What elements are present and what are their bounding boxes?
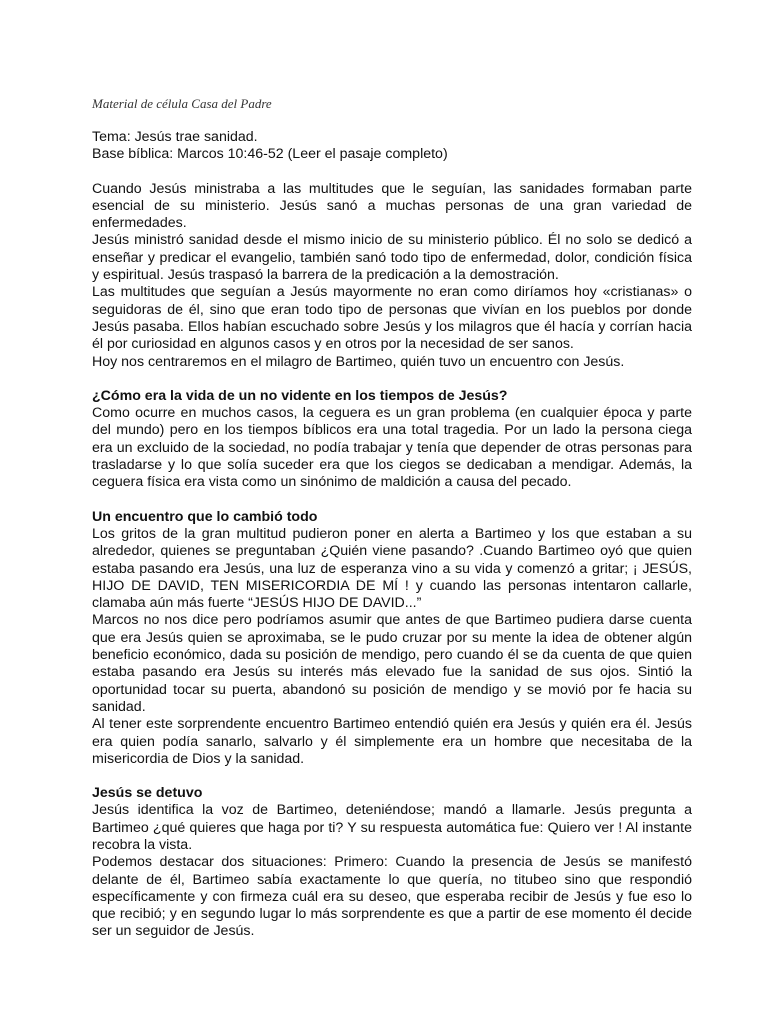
section-blind-life — [92, 388, 692, 492]
paragraph: Los gritos de la gran multitud pudieron poner en alerta a Bartimeo y los que estaban a su alrededor, quienes se preguntaban ¿Quién viene pasando? .Cuando Bartimeo oyó que quien estaba pasando era Jesús, una luz de esperanza vino a su vida y comenzó a gritar; ¡ JESÚS, HIJO DE DAVID, TEN MISERICORDIA DE MÍ ! y cuando las personas intentaron callarle, clamaba aún más fuerte “JESÚS HIJO DE DAVID...” — [92, 525, 692, 612]
paragraph: Como ocurre en muchos casos, la ceguera es un gran problema (en cualquier época y parte del mundo) pero en los tiempos bíblicos era una total tragedia. Por un lado la persona ciega era un excluido de la sociedad, no podía trabajar y tenía que depender de otras personas para trasladarse y lo que solía suceder era que los ciegos se dedicaban a mendigar. Además, la ceguera física era vista como un sinónimo de maldición a causa del pecado. — [92, 405, 692, 491]
paragraph: Cuando Jesús ministraba a las multitudes que le seguían, las sanidades formaban parte esencial de su ministerio. Jesús sanó a muchas personas de una gran variedad de enfermedades. — [92, 180, 692, 232]
section-encounter — [92, 509, 692, 768]
lesson-meta — [92, 129, 692, 164]
bible-reference: Base bíblica: Marcos 10:46-52 (Leer el pasaje completo) — [92, 146, 448, 163]
document-header: Material de célula Casa del Padre — [92, 96, 272, 111]
section-heading: Un encuentro que lo cambió todo — [92, 508, 318, 525]
paragraph: Al tener este sorprendente encuentro Bartimeo entendió quién era Jesús y quién era él. Jesús era quien podía sanarlo, salvarlo y él simplemente era un hombre que necesitaba de la misericordia de Dios y la sanidad. — [92, 716, 692, 767]
paragraph: Jesús ministró sanidad desde el mismo inicio de su ministerio público. Él no solo se dedicó a enseñar y predicar el evangelio, también sanó todo tipo de enfermedad, dolor, condición física y espiritual. Jesús traspasó la barrera de la predicación a la demostración. — [92, 232, 692, 284]
section-heading: ¿Cómo era la vida de un no vidente en los tiempos de Jesús? — [92, 387, 508, 404]
section-jesus-stopped — [92, 785, 692, 941]
intro-section — [92, 181, 692, 371]
paragraph: Marcos no nos dice pero podríamos asumir que antes de que Bartimeo pudiera darse cuenta que era Jesús quien se aproximaba, se le pudo cruzar por su mente la idea de obtener algún beneficio económico, dada su posición de mendigo, pero cuando él se da cuenta de que quien estaba pasando era Jesús su interés más elevado fue la sanidad de sus ojos. Sintió la oportunidad tocar su puerta, abandonó su posición de mendigo y se movió por fe hacia su sanidad. — [92, 612, 692, 715]
section-heading: Jesús se detuvo — [92, 785, 203, 802]
paragraph: Hoy nos centraremos en el milagro de Bartimeo, quién tuvo un encuentro con Jesús. — [92, 353, 625, 370]
paragraph: Jesús identifica la voz de Bartimeo, deteniéndose; mandó a llamarle. Jesús pregunta a Bartimeo ¿qué quieres que haga por ti? Y su respuesta automática fue: Quiero ver ! Al instante recobra la vista. — [92, 802, 692, 853]
paragraph: Las multitudes que seguían a Jesús mayormente no eran como diríamos hoy «cristianas» o seguidoras de él, sino que eran todo tipo de personas que vivían en los pueblos por donde Jesús pasaba. Ellos habían escuchado sobre Jesús y los milagros que él hacía y corrían hacia él por curiosidad en algunos casos y en otros por la necesidad de ser sanos. — [92, 284, 692, 353]
lesson-topic: Tema: Jesús trae sanidad. — [92, 129, 258, 145]
paragraph: Podemos destacar dos situaciones: Primero: Cuando la presencia de Jesús se manifestó delante de él, Bartimeo sabía exactamente lo que quería, no titubeo sino que respondió específicamente y con firmeza cuál era su deseo, que esperaba recibir de Jesús y fue eso lo que recibió; y en segundo lugar lo más sorprendente es que a partir de ese momento él decide ser un seguidor de Jesús. — [92, 854, 692, 940]
